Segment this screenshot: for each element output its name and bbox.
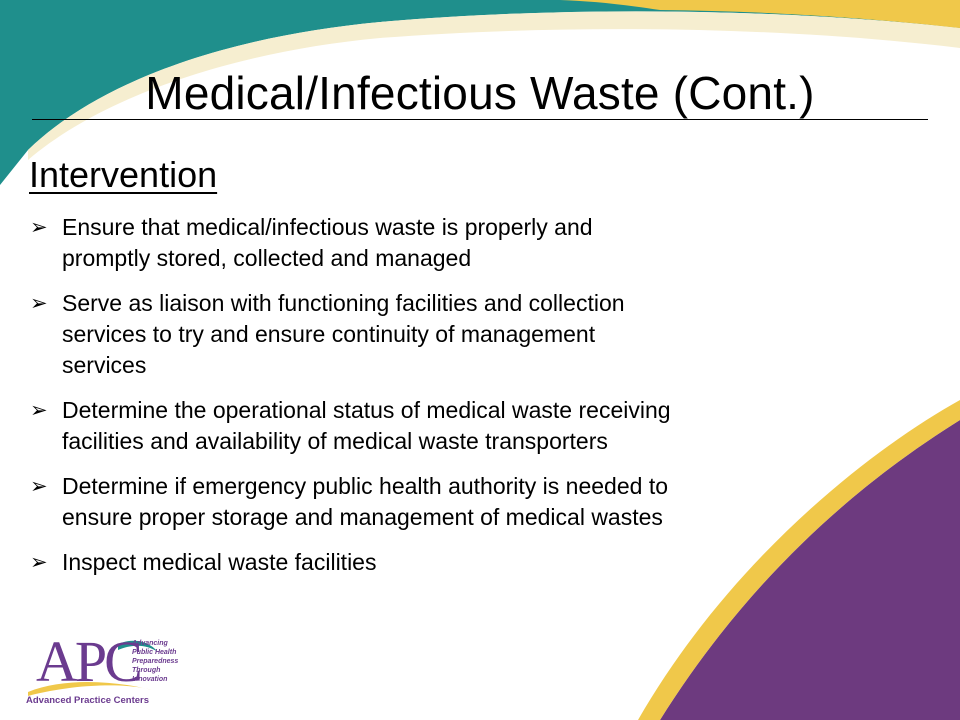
- bullet-text-line: facilities and availability of medical waste transporters: [62, 428, 608, 454]
- slide-title: Medical/Infectious Waste (Cont.): [145, 67, 815, 119]
- logo-tagline-line: Advancing: [132, 640, 168, 647]
- logo-letters: APC: [36, 629, 140, 694]
- bullet-text-line: Determine if emergency public health authority is needed to: [62, 473, 669, 499]
- bullet-list: [30, 212, 930, 578]
- bullet-text-line: promptly stored, collected and managed: [62, 245, 472, 271]
- bullet-item: [30, 288, 930, 381]
- bullet-item: [30, 212, 930, 274]
- arrow-bullet-icon: ➢: [30, 399, 48, 422]
- title-underline-rule: [32, 119, 928, 120]
- apc-logo: [22, 630, 202, 710]
- bullet-text-line: services to try and ensure continuity of management: [62, 321, 596, 347]
- bullet-item: [30, 471, 930, 533]
- bullet-text-line: ensure proper storage and management of medical wastes: [62, 504, 663, 530]
- arrow-bullet-icon: ➢: [30, 292, 48, 315]
- logo-tagline-line: Public Health: [132, 649, 177, 656]
- bullet-text-line: Ensure that medical/infectious waste is properly and: [62, 214, 593, 240]
- logo-tagline-line: Through: [132, 667, 161, 674]
- bullet-item: [30, 395, 930, 457]
- arrow-bullet-icon: ➢: [30, 475, 48, 498]
- arrow-bullet-icon: ➢: [30, 216, 48, 239]
- bullet-text-line: Determine the operational status of medical waste receiving: [62, 397, 671, 423]
- bullet-text-line: Inspect medical waste facilities: [62, 549, 377, 575]
- bullet-item: [30, 547, 930, 578]
- bullet-text-line: services: [62, 352, 147, 378]
- section-heading: Intervention: [29, 154, 218, 195]
- logo-tagline-line: Innovation: [132, 676, 168, 683]
- logo-tagline-line: Preparedness: [132, 658, 179, 665]
- bullet-text-line: Serve as liaison with functioning facilities and collection: [62, 290, 625, 316]
- arrow-bullet-icon: ➢: [30, 551, 48, 574]
- logo-tagline: [132, 639, 178, 684]
- logo-organization-name: Advanced Practice Centers: [26, 695, 150, 706]
